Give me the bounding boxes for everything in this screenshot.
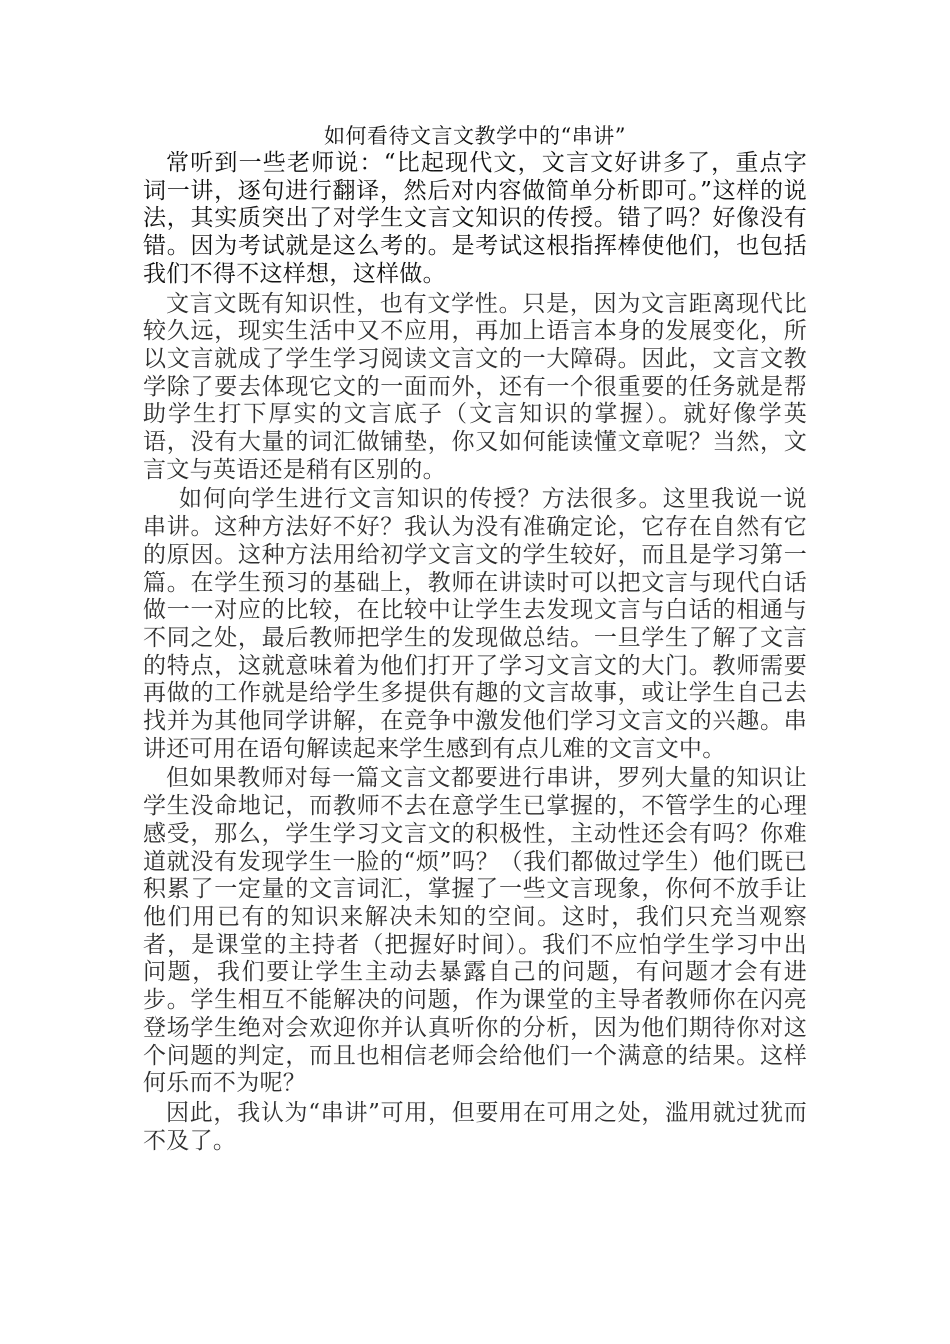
document-title: 如何看待文言文教学中的“串讲” — [324, 124, 626, 148]
paragraph-2: 文言文既有知识性，也有文学性。只是，因为文言距离现代比较久远，现实生活中又不应用，再加上语言本身的发展变化，所以文言就成了学生学习阅读文言文的一大障碍。因此，文言文教学除了要去体现它文的一面而外，还有一个很重要的任务就是帮助学生打下厚实的文言底子（文言知识的掌握）。就好像学英语，没有大量的词汇做铺垫，你又如何能读懂文章呢？当然，文言文与英语还是稍有区别的。 — [143, 290, 807, 483]
paragraph-5: 因此，我认为“串讲”可用，但要用在可用之处，滥用就过犹而不及了。 — [143, 1099, 807, 1154]
paragraph-1: 常听到一些老师说：“比起现代文，文言文好讲多了，重点字词一讲，逐句进行翻译，然后对内容做简单分析即可。”这样的说法，其实质突出了对学生文言文知识的传授。错了吗？好像没有错。因为考试就是这么考的。是考试这根指挥棒使他们，也包括我们不得不这样想，这样做。 — [143, 150, 807, 287]
document-body — [143, 122, 807, 1155]
paragraph-3: 如何向学生进行文言知识的传授？方法很多。这里我说一说串讲。这种方法好不好？我认为没有准确定论，它存在自然有它的原因。这种方法用给初学文言文的学生较好，而且是学习第一篇。在学生预习的基础上，教师在讲读时可以把文言与现代白话做一一对应的比较，在比较中让学生去发现文言与白话的相通与不同之处，最后教师把学生的发现做总结。一旦学生了解了文言的特点，这就意味着为他们打开了学习文言文的大门。教师需要再做的工作就是给学生多提供有趣的文言故事，或让学生自己去找并为其他同学讲解，在竞争中激发他们学习文言文的兴趣。串讲还可用在语句解读起来学生感到有点儿难的文言文中。 — [143, 486, 807, 762]
paragraph-4: 但如果教师对每一篇文言文都要进行串讲，罗列大量的知识让学生没命地记，而教师不去在意学生已掌握的，不管学生的心理感受，那么，学生学习文言文的积极性，主动性还会有吗？你难道就没有发现学生一脸的“烦”吗？（我们都做过学生）他们既已积累了一定量的文言词汇，掌握了一些文言现象，你何不放手让他们用已有的知识来解决未知的空间。这时，我们只充当观察者，是课堂的主持者（把握好时间）。我们不应怕学生学习中出问题，我们要让学生主动去暴露自己的问题，有问题才会有进步。学生相互不能解决的问题，作为课堂的主导者教师你在闪亮登场学生绝对会欢迎你并认真听你的分析，因为他们期待你对这个问题的判定，而且也相信老师会给他们一个满意的结果。这样何乐而不为呢？ — [143, 765, 807, 1097]
